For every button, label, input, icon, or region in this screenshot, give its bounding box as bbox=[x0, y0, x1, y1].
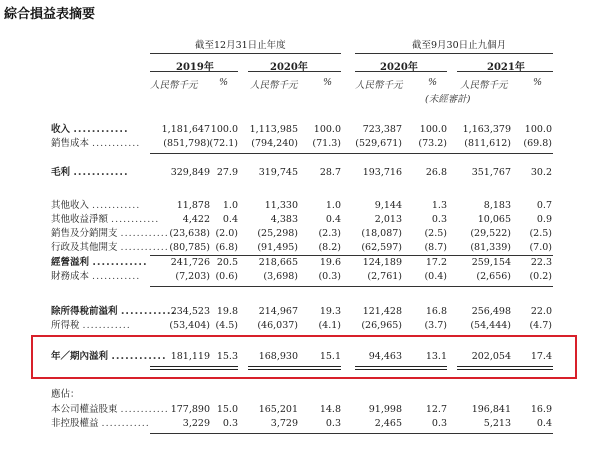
unit-rmb-3: 人民幣千元 bbox=[355, 80, 403, 91]
unit-pct-4: % bbox=[533, 77, 543, 88]
cell: 121,428 bbox=[362, 306, 402, 317]
period-underline-nine-months bbox=[355, 53, 553, 54]
cell: (73.2) bbox=[418, 138, 447, 149]
year-underline-2 bbox=[248, 71, 341, 72]
year-underline-3 bbox=[355, 71, 447, 72]
cell: 15.0 bbox=[216, 404, 238, 415]
subtotal-underline bbox=[150, 286, 553, 287]
cell: (4.7) bbox=[529, 320, 552, 331]
cell: 1.0 bbox=[325, 200, 341, 211]
cell: 351,767 bbox=[471, 167, 511, 178]
cell: (811,612) bbox=[464, 138, 511, 149]
cell: 12.7 bbox=[425, 404, 447, 415]
cell: (7,203) bbox=[175, 271, 210, 282]
cell: 100.0 bbox=[210, 124, 238, 135]
cell: 22.3 bbox=[530, 257, 552, 268]
cell: (2.5) bbox=[529, 228, 552, 239]
cell: 30.2 bbox=[530, 167, 552, 178]
year-header-3: 2020年 bbox=[380, 62, 418, 73]
table-row-attributable-to bbox=[0, 388, 590, 402]
unit-unaudited: (未經審計) bbox=[425, 94, 471, 105]
table-row-non-controlling bbox=[0, 417, 590, 431]
cell: 2,465 bbox=[374, 418, 402, 429]
cell: 3,729 bbox=[270, 418, 298, 429]
cell: (2.0) bbox=[215, 228, 238, 239]
unit-pct-1: % bbox=[219, 77, 229, 88]
cell: (81,339) bbox=[470, 242, 511, 253]
cell: (4.5) bbox=[215, 320, 238, 331]
cell: (53,404) bbox=[169, 320, 210, 331]
cell: (46,037) bbox=[257, 320, 298, 331]
cell: (54,444) bbox=[470, 320, 511, 331]
cell: (794,240) bbox=[251, 138, 298, 149]
cell: 1.3 bbox=[431, 200, 447, 211]
cell: 5,213 bbox=[483, 418, 511, 429]
cell: 10,065 bbox=[477, 214, 511, 225]
cell: (3,698) bbox=[263, 271, 298, 282]
cell: 11,878 bbox=[176, 200, 210, 211]
cell: (3.7) bbox=[424, 320, 447, 331]
cell: 19.6 bbox=[319, 257, 341, 268]
year-underline-1 bbox=[150, 71, 238, 72]
cell: 16.8 bbox=[425, 306, 447, 317]
cell: (91,495) bbox=[257, 242, 298, 253]
year-header-4: 2021年 bbox=[487, 62, 525, 73]
table-row-other-income bbox=[0, 199, 590, 213]
cell: (7.0) bbox=[529, 242, 552, 253]
cell: 0.3 bbox=[431, 214, 447, 225]
year-header-2: 2020年 bbox=[270, 62, 308, 73]
cell: (0.6) bbox=[215, 271, 238, 282]
cell: 15.1 bbox=[319, 351, 341, 362]
table-row-selling-expenses bbox=[0, 227, 590, 241]
cell: 28.7 bbox=[319, 167, 341, 178]
cell: (71.3) bbox=[312, 138, 341, 149]
cell: 1,113,985 bbox=[249, 124, 298, 135]
cell: 14.8 bbox=[319, 404, 341, 415]
cell: 165,201 bbox=[258, 404, 298, 415]
cell: 19.3 bbox=[319, 306, 341, 317]
cell: 4,383 bbox=[270, 214, 298, 225]
cell: (4.1) bbox=[318, 320, 341, 331]
cell: 9,144 bbox=[374, 200, 402, 211]
cell: 100.0 bbox=[419, 124, 447, 135]
cell: 8,183 bbox=[483, 200, 511, 211]
cell: (2,656) bbox=[476, 271, 511, 282]
table-row-cost-of-sales bbox=[0, 137, 590, 151]
row-label: 除所得稅前溢利 ............ bbox=[51, 306, 177, 317]
year-underline-4 bbox=[457, 71, 553, 72]
cell: (23,638) bbox=[169, 228, 210, 239]
cell: 3,229 bbox=[182, 418, 210, 429]
cell: 100.0 bbox=[313, 124, 341, 135]
cell: 181,119 bbox=[170, 351, 210, 362]
cell: 22.0 bbox=[530, 306, 552, 317]
cell: 218,665 bbox=[258, 257, 298, 268]
table-row-gross-profit bbox=[0, 166, 590, 180]
cell: 202,054 bbox=[471, 351, 511, 362]
cell: 214,967 bbox=[258, 306, 298, 317]
cell: 177,890 bbox=[170, 404, 210, 415]
cell: 1.0 bbox=[222, 200, 238, 211]
cell: 241,726 bbox=[170, 257, 210, 268]
cell: (29,522) bbox=[470, 228, 511, 239]
table-row-income-tax bbox=[0, 319, 590, 333]
unit-pct-2: % bbox=[323, 77, 333, 88]
cell: 124,189 bbox=[362, 257, 402, 268]
cell: (0.3) bbox=[318, 271, 341, 282]
table-row-equity-shareholders bbox=[0, 403, 590, 417]
cell: 0.9 bbox=[536, 214, 552, 225]
cell: 19.8 bbox=[216, 306, 238, 317]
cell: (2.5) bbox=[424, 228, 447, 239]
row-label: 其他收入 ............ bbox=[51, 200, 141, 211]
cell: (0.2) bbox=[529, 271, 552, 282]
cell: 94,463 bbox=[368, 351, 402, 362]
cell: 0.7 bbox=[536, 200, 552, 211]
cell: 15.3 bbox=[216, 351, 238, 362]
cell: 234,523 bbox=[170, 306, 210, 317]
table-row-profit-before-tax bbox=[0, 305, 590, 319]
row-label: 行政及其他開支 ............ bbox=[51, 242, 169, 253]
cell: (529,671) bbox=[355, 138, 402, 149]
cell: 193,716 bbox=[362, 167, 402, 178]
table-row-admin-expenses bbox=[0, 241, 590, 255]
cell: 329,849 bbox=[170, 167, 210, 178]
cell: 26.8 bbox=[425, 167, 447, 178]
table-row-revenue bbox=[0, 123, 590, 137]
row-label: 本公司權益股東 ............ bbox=[51, 404, 169, 415]
cell: 17.4 bbox=[530, 351, 552, 362]
cell: (18,087) bbox=[361, 228, 402, 239]
subtotal-underline bbox=[150, 153, 553, 154]
period-header-year-end: 截至12月31日止年度 bbox=[195, 40, 286, 51]
cell: (25,298) bbox=[257, 228, 298, 239]
unit-rmb-2: 人民幣千元 bbox=[250, 80, 298, 91]
period-underline-year-end bbox=[150, 53, 341, 54]
cell: (62,597) bbox=[361, 242, 402, 253]
cell: (851,798) bbox=[163, 138, 210, 149]
cell: (69.8) bbox=[523, 138, 552, 149]
cell: 91,998 bbox=[368, 404, 402, 415]
cell: 168,930 bbox=[258, 351, 298, 362]
cell: 0.3 bbox=[431, 418, 447, 429]
table-row-finance-costs bbox=[0, 270, 590, 284]
cell: 1,181,647 bbox=[161, 124, 210, 135]
row-label: 毛利 ............ bbox=[51, 167, 129, 178]
cell: (8.2) bbox=[318, 242, 341, 253]
year-header-1: 2019年 bbox=[176, 62, 214, 73]
unit-pct-3: % bbox=[428, 77, 438, 88]
section-title: 綜合損益表摘要 bbox=[4, 7, 96, 22]
row-label: 應佔： bbox=[51, 389, 80, 400]
cell: 16.9 bbox=[530, 404, 552, 415]
cell: 17.2 bbox=[425, 257, 447, 268]
cell: 0.4 bbox=[222, 214, 238, 225]
cell: 27.9 bbox=[216, 167, 238, 178]
cell: (80,785) bbox=[169, 242, 210, 253]
cell: 0.4 bbox=[536, 418, 552, 429]
cell: 4,422 bbox=[182, 214, 210, 225]
table-row-operating-profit bbox=[0, 256, 590, 270]
row-label: 財務成本 ............ bbox=[51, 271, 141, 282]
cell: (6.8) bbox=[215, 242, 238, 253]
cell: 11,330 bbox=[264, 200, 298, 211]
cell: 13.1 bbox=[425, 351, 447, 362]
cell: 0.3 bbox=[325, 418, 341, 429]
row-label: 年／期內溢利 ............ bbox=[51, 351, 167, 362]
cell: 2,013 bbox=[374, 214, 402, 225]
subtotal-underline bbox=[150, 433, 553, 434]
row-label: 非控股權益 ............ bbox=[51, 418, 150, 429]
cell: 0.4 bbox=[325, 214, 341, 225]
cell: 723,387 bbox=[362, 124, 402, 135]
cell: 20.5 bbox=[216, 257, 238, 268]
row-label: 經營溢利 ............ bbox=[51, 257, 148, 268]
cell: (0.4) bbox=[424, 271, 447, 282]
cell: (26,965) bbox=[361, 320, 402, 331]
table-row-other-gains bbox=[0, 213, 590, 227]
row-label: 其他收益淨額 ............ bbox=[51, 214, 160, 225]
row-label: 銷售及分銷開支 ............ bbox=[51, 228, 169, 239]
cell: 196,841 bbox=[471, 404, 511, 415]
cell: (8.7) bbox=[424, 242, 447, 253]
row-label: 所得稅 ............ bbox=[51, 320, 131, 331]
cell: 256,498 bbox=[471, 306, 511, 317]
period-header-nine-months: 截至9月30日止九個月 bbox=[412, 40, 507, 51]
row-label: 收入 ............ bbox=[51, 124, 129, 135]
cell: 0.3 bbox=[222, 418, 238, 429]
unit-rmb-4: 人民幣千元 bbox=[460, 80, 508, 91]
cell: 100.0 bbox=[524, 124, 552, 135]
cell: 1,163,379 bbox=[462, 124, 511, 135]
unit-rmb-1: 人民幣千元 bbox=[150, 80, 198, 91]
row-label: 銷售成本 ............ bbox=[51, 138, 141, 149]
highlight-box bbox=[31, 335, 577, 379]
cell: (2.3) bbox=[318, 228, 341, 239]
cell: (72.1) bbox=[209, 138, 238, 149]
cell: 259,154 bbox=[471, 257, 511, 268]
cell: 319,745 bbox=[258, 167, 298, 178]
cell: (2,761) bbox=[367, 271, 402, 282]
